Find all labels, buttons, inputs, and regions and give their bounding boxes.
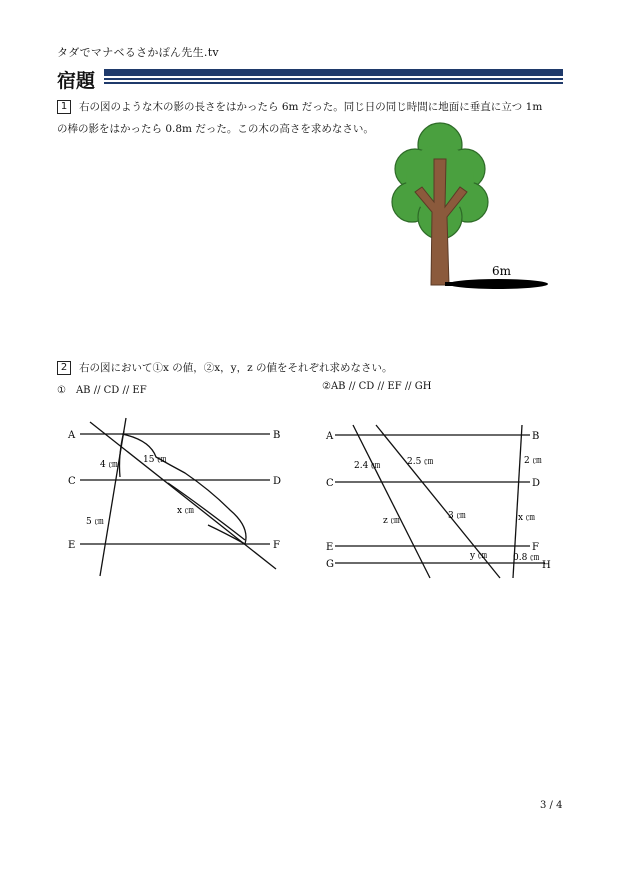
point-b: B	[273, 430, 281, 441]
question-text: 右の図において①x の値，②x，y，z の値をそれぞれ求めなさい。	[79, 362, 393, 374]
point-c: C	[326, 478, 334, 489]
site-name: タダでマナベるさかぽん先生.tv	[57, 46, 219, 59]
question-number: 1	[57, 100, 71, 114]
title-band	[104, 69, 563, 84]
point-a: A	[68, 430, 76, 441]
point-a: A	[326, 431, 334, 442]
transversal-z	[353, 425, 430, 578]
page-number: 3 / 4	[540, 800, 563, 811]
label-4cm: 4 ㎝	[100, 460, 118, 470]
transversal-2	[90, 422, 276, 569]
question-2	[57, 357, 567, 379]
question-number: 2	[57, 361, 71, 375]
label-2-4cm: 2.4 ㎝	[354, 461, 381, 471]
figure-2	[320, 418, 560, 588]
point-e: E	[68, 540, 76, 551]
figure-1	[60, 415, 300, 585]
point-b: B	[532, 431, 540, 442]
label-xcm: x ㎝	[518, 513, 535, 523]
question-text-line1: 右の図のような木の影の長さをはかったら 6m だった。同じ日の同じ時間に地面に垂直に立つ 1m	[79, 101, 543, 113]
question-text-line2: の棒の影をはかったら 0.8m だった。この木の高さを求めなさい。	[57, 123, 374, 135]
point-f: F	[532, 542, 539, 553]
label-3cm: 3 ㎝	[448, 511, 466, 521]
label-zcm: z ㎝	[383, 516, 400, 526]
point-c: C	[68, 476, 76, 487]
brace-x2	[208, 525, 245, 544]
label-0-8cm: 0.8 ㎝	[513, 553, 540, 563]
label-15cm: 15 ㎝	[143, 455, 167, 465]
label-5cm: 5 ㎝	[86, 517, 104, 527]
point-d: D	[273, 476, 282, 487]
label-2-5cm: 2.5 ㎝	[407, 457, 434, 467]
point-d: D	[532, 478, 541, 489]
point-h: H	[542, 560, 551, 571]
shadow-length-label: 6m	[492, 264, 512, 278]
point-f: F	[273, 540, 280, 551]
point-e: E	[326, 542, 334, 553]
page-title: 宿題	[57, 70, 96, 92]
brace-15	[122, 434, 246, 544]
point-g: G	[326, 559, 334, 570]
subquestion-2: ②AB // CD // EF // GH	[322, 381, 432, 392]
label-ycm: y ㎝	[470, 551, 487, 561]
subquestion-1: ① AB // CD // EF	[57, 385, 147, 396]
label-xcm: x ㎝	[177, 506, 194, 516]
label-2cm: 2 ㎝	[524, 456, 542, 466]
tree-figure	[385, 117, 555, 297]
